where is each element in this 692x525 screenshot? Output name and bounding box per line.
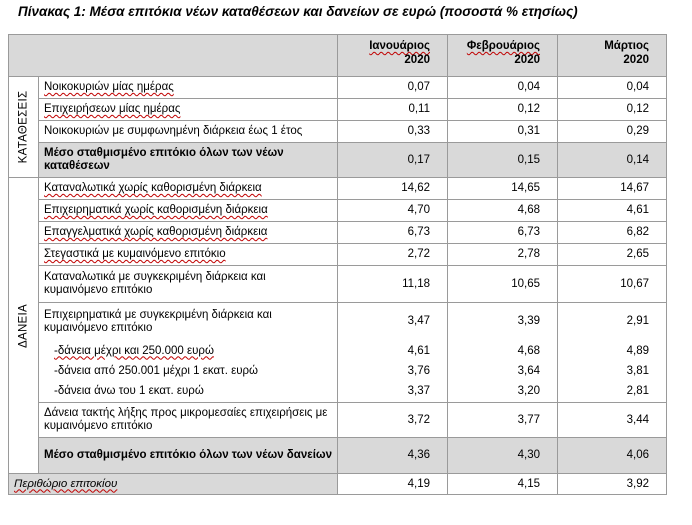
value-cell: 10,65	[448, 266, 558, 303]
interest-margin-row	[9, 474, 667, 495]
value-cell: 0,11	[338, 99, 448, 121]
column-header-march: Μάρτιος 2020	[558, 35, 667, 77]
value-cell: 0,15	[448, 143, 558, 178]
value-cell: 3,20	[448, 382, 558, 403]
table-row	[9, 341, 667, 362]
value-cell: 0,31	[448, 121, 558, 143]
value-cell: 3,47	[338, 303, 448, 341]
value-cell: 14,65	[448, 178, 558, 200]
table-row	[9, 244, 667, 266]
value-cell: 4,61	[338, 341, 448, 362]
column-header-february: Φεβρουάριος 2020	[448, 35, 558, 77]
value-cell: 0,17	[338, 143, 448, 178]
value-cell: 3,39	[448, 303, 558, 341]
value-cell: 4,70	[338, 200, 448, 222]
row-label: Μέσο σταθμισμένο επιτόκιο όλων των νέων δανείων	[39, 438, 338, 474]
value-cell: 6,73	[338, 222, 448, 244]
value-cell: 2,91	[558, 303, 667, 341]
value-cell: 0,14	[558, 143, 667, 178]
table-row	[9, 382, 667, 403]
table-row	[9, 403, 667, 438]
table-row	[9, 121, 667, 143]
section-label-deposits: ΚΑΤΑΘΕΣΕΙΣ	[9, 77, 39, 178]
value-cell: 11,18	[338, 266, 448, 303]
value-cell: 14,67	[558, 178, 667, 200]
column-header-january: Ιανουάριος 2020	[338, 35, 448, 77]
total-row-deposits	[9, 143, 667, 178]
value-cell: 4,15	[448, 474, 558, 495]
value-cell: 3,81	[558, 362, 667, 382]
row-label: -δάνεια άνω του 1 εκατ. ευρώ	[39, 382, 338, 403]
value-cell: 3,44	[558, 403, 667, 438]
row-label: Επιχειρήσεων μίας ημέρας	[39, 99, 338, 121]
row-label: Μέσο σταθμισμένο επιτόκιο όλων των νέων καταθέσεων	[39, 143, 338, 178]
value-cell: 4,68	[448, 341, 558, 362]
value-cell: 14,62	[338, 178, 448, 200]
table-row	[9, 77, 667, 99]
row-label: -δάνεια από 250.001 μέχρι 1 εκατ. ευρώ	[39, 362, 338, 382]
section-label-loans: ΔΑΝΕΙΑ	[9, 178, 39, 474]
interest-rates-table	[8, 34, 667, 495]
table-row	[9, 178, 667, 200]
row-label: Στεγαστικά με κυμαινόμενο επιτόκιο	[39, 244, 338, 266]
value-cell: 3,37	[338, 382, 448, 403]
table-row	[9, 266, 667, 303]
value-cell: 0,04	[448, 77, 558, 99]
row-label: Επιχειρηματικά χωρίς καθορισμένη διάρκεια	[39, 200, 338, 222]
row-label: Δάνεια τακτής λήξης προς μικρομεσαίες επιχειρήσεις με κυμαινόμενο επιτόκιο	[39, 403, 338, 438]
value-cell: 4,61	[558, 200, 667, 222]
value-cell: 4,06	[558, 438, 667, 474]
row-label: -δάνεια μέχρι και 250.000 ευρώ	[39, 341, 338, 362]
value-cell: 0,33	[338, 121, 448, 143]
value-cell: 2,81	[558, 382, 667, 403]
value-cell: 4,36	[338, 438, 448, 474]
total-row-loans	[9, 438, 667, 474]
value-cell: 3,76	[338, 362, 448, 382]
value-cell: 2,65	[558, 244, 667, 266]
value-cell: 6,73	[448, 222, 558, 244]
row-label: Περιθώριο επιτοκίου	[9, 474, 338, 495]
value-cell: 0,29	[558, 121, 667, 143]
header-row	[9, 35, 667, 77]
value-cell: 3,64	[448, 362, 558, 382]
value-cell: 4,19	[338, 474, 448, 495]
table-row	[9, 99, 667, 121]
row-label: Νοικοκυριών με συμφωνημένη διάρκεια έως 1 έτος	[39, 121, 338, 143]
value-cell: 10,67	[558, 266, 667, 303]
table-row	[9, 362, 667, 382]
row-label: Επιχειρηματικά με συγκεκριμένη διάρκεια και κυμαινόμενο επιτόκιο	[39, 303, 338, 341]
row-label: Καταναλωτικά χωρίς καθορισμένη διάρκεια	[39, 178, 338, 200]
table-title: Πίνακας 1: Μέσα επιτόκια νέων καταθέσεων και δανείων σε ευρώ (ποσοστά % ετησίως)	[18, 4, 578, 19]
value-cell: 0,12	[448, 99, 558, 121]
value-cell: 0,07	[338, 77, 448, 99]
value-cell: 4,68	[448, 200, 558, 222]
value-cell: 3,92	[558, 474, 667, 495]
value-cell: 3,77	[448, 403, 558, 438]
header-blank-cell	[9, 35, 338, 77]
row-label: Επαγγελματικά χωρίς καθορισμένη διάρκεια	[39, 222, 338, 244]
value-cell: 2,78	[448, 244, 558, 266]
value-cell: 4,89	[558, 341, 667, 362]
value-cell: 4,30	[448, 438, 558, 474]
value-cell: 3,72	[338, 403, 448, 438]
row-label: Καταναλωτικά με συγκεκριμένη διάρκεια και κυμαινόμενο επιτόκιο	[39, 266, 338, 303]
value-cell: 0,04	[558, 77, 667, 99]
value-cell: 0,12	[558, 99, 667, 121]
table-row	[9, 200, 667, 222]
value-cell: 6,82	[558, 222, 667, 244]
table-row	[9, 303, 667, 341]
table-row	[9, 222, 667, 244]
value-cell: 2,72	[338, 244, 448, 266]
row-label: Νοικοκυριών μίας ημέρας	[39, 77, 338, 99]
